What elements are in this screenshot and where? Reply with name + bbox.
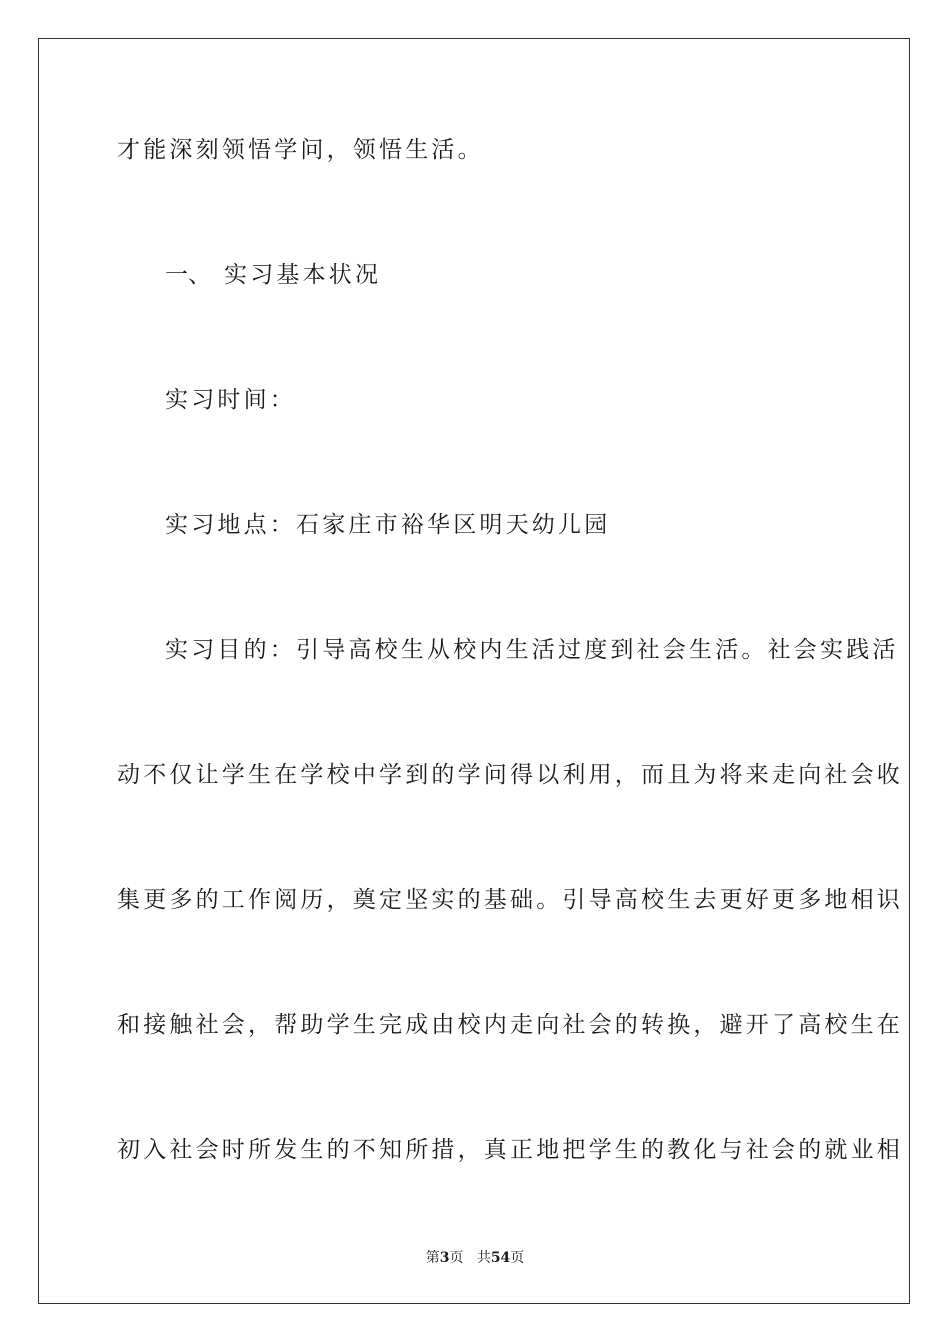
footer-total-suffix: 页 [510,1250,525,1266]
section-number: 一、 [165,262,211,288]
footer-prefix: 第 [425,1250,440,1266]
current-page-number: 3 [439,1250,450,1266]
paragraph-line: 动不仅让学生在学校中学到的学问得以利用，而且为将来走向社会收 [117,762,903,788]
internship-time: 实习时间： [165,387,296,413]
page-footer [0,1248,950,1268]
internship-purpose: 实习目的：引导高校生从校内生活过度到社会生活。社会实践活 [165,637,899,663]
paragraph-line: 集更多的工作阅历，奠定坚实的基础。引导高校生去更好更多地相识 [117,887,903,913]
paragraph-line: 才能深刻领悟学问，领悟生活。 [117,137,484,163]
total-pages-number: 54 [490,1250,511,1266]
paragraph-line: 初入社会时所发生的不知所措，真正地把学生的教化与社会的就业相 [117,1137,903,1163]
page-border [38,38,910,1304]
internship-location: 实习地点：石家庄市裕华区明天幼儿园 [165,512,611,538]
paragraph-line: 和接触社会，帮助学生完成由校内走向社会的转换，避开了高校生在 [117,1012,903,1038]
section-heading: 实习基本状况 [224,262,382,288]
footer-total-prefix: 共 [476,1250,491,1266]
footer-page-suffix: 页 [449,1250,464,1266]
